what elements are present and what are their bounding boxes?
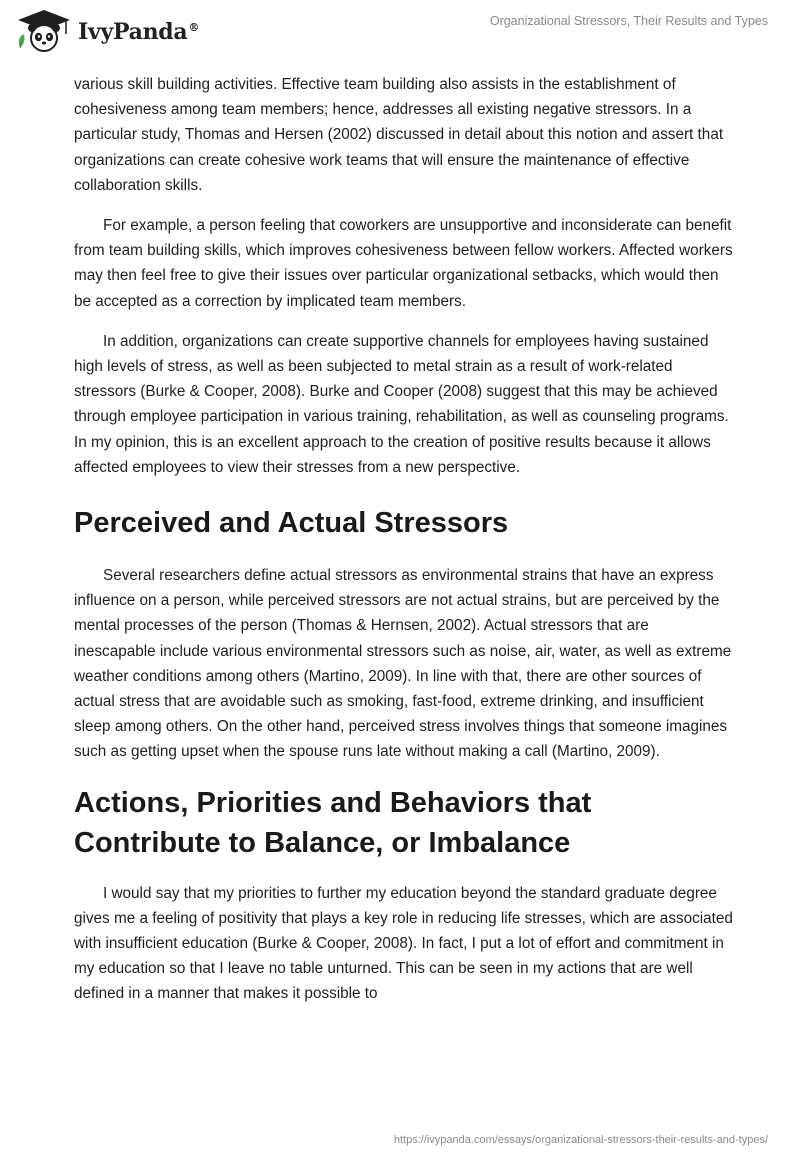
paragraph: Several researchers define actual stressors as environmental strains that have an express influence on a person, while perceived stressors are not actual strains, but are perceived by the mental processes of the person (Thomas & Hernsen, 2002). Actual stressors that are inescapable include various environmental stressors such as noise, air, water, as well as extreme weather conditions among others (Martino, 2009). In line with that, there are other sources of actual stress that are avoidable such as smoking, fast-food, extreme drinking, and insufficient sleep among others. On the other hand, perceived stress involves things that someone imagines such as getting upset when the spouse runs late without making a call (Martino, 2009).	[74, 567, 732, 761]
ivypanda-logo-icon[interactable]	[14, 8, 74, 54]
section-heading: Actions, Priorities and Behaviors that Contribute to Balance, or Imbalance	[74, 786, 592, 859]
section-heading: Perceived and Actual Stressors	[74, 507, 509, 540]
brand-name[interactable]: IvyPanda®	[78, 19, 200, 45]
paragraph: For example, a person feeling that coworkers are unsupportive and inconsiderate can benefit from team building skills, which improves cohesiveness between fellow workers. Affected workers may then feel free to give their issues over particular organizational setbacks, which would then be accepted as a correction by implicated team members.	[74, 217, 733, 310]
source-url[interactable]: https://ivypanda.com/essays/organizational-stressors-their-results-and-types/	[393, 1134, 768, 1146]
page-header	[0, 0, 800, 70]
paragraph: various skill building activities. Effective team building also assists in the establishment of cohesiveness among team members; hence, addresses all existing negative stressors. In a particular study, Thomas and Hersen (2002) discussed in detail about this notion and assert that organizations can create cohesive work teams that will ensure the maintenance of effective collaboration skills.	[74, 76, 724, 194]
registered-mark: ®	[188, 20, 200, 34]
paragraph: In addition, organizations can create supportive channels for employees having sustained high levels of stress, as well as been subjected to metal strain as a result of work-related stressors (Burke & Cooper, 2008). Burke and Cooper (2008) suggest that this may be achieved through employee participation in various training, rehabilitation, as well as counseling programs. In my opinion, this is an excellent approach to the creation of positive results because it allows affected employees to view their stresses from a new perspective.	[74, 332, 729, 476]
document-title: Organizational Stressors, Their Results and Types	[489, 14, 768, 28]
article-content	[74, 72, 734, 1007]
paragraph: I would say that my priorities to further my education beyond the standard graduate degree gives me a feeling of positivity that plays a key role in reducing life stresses, which are associated with insufficient education (Burke & Cooper, 2008). In fact, I put a lot of effort and commitment in my education so that I leave no table unturned. This can be seen in my actions that are well defined in a manner that makes it possible to	[74, 884, 733, 1003]
